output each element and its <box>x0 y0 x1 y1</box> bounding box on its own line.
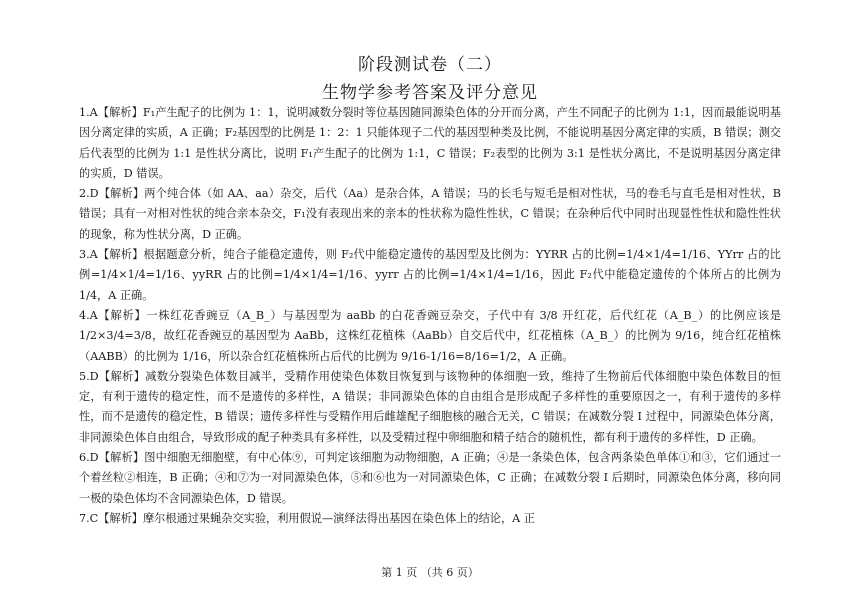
answer-item-2: 2.D【解析】两个纯合体（如 AA、aa）杂交，后代（Aa）是杂合体，A 错误；马的长毛与短毛是相对性状，马的卷毛与直毛是相对性状，B 错误；具有一对相对性状的纯合亲本杂交，F₁没有表现出来的亲本的性状称为隐性性状，C 错误；在杂种后代中同时出现显性性状和隐性性状的现象，称为性状分离，D 正确。 <box>79 187 781 241</box>
answer-item-1: 1.A【解析】F₁产生配子的比例为 1：1，说明减数分裂时等位基因随同源染色体的分开而分离，产生不同配子的比例为 1:1，因而最能说明基因分离定律的实质，A 正确；F₂基因型的比例是 1：2：1 只能体现子二代的基因型种类及比例，不能说明基因分离定律的实质，B 错误；测交后代表型的比例为 1:1 是性状分离比，说明 F₁产生配子的比例为 1:1，C 错误；F₂表型的比例为 3:1 是性状分离比，不是说明基因分离定律的实质，D 错误。 <box>79 106 781 180</box>
page-number: 第 1 页 （共 6 页） <box>381 566 479 579</box>
page-title: 阶段测试卷（二） <box>358 55 502 75</box>
answer-list <box>79 103 781 529</box>
answer-item-7: 7.C【解析】摩尔根通过果蝇杂交实验，利用假说—演绎法得出基因在染色体上的结论，A 正 <box>79 511 535 525</box>
answer-item-5: 5.D【解析】减数分裂染色体数目减半，受精作用使染色体数目恢复到与该物种的体细胞一致，维持了生物前后代体细胞中染色体数目的恒定，有利于遗传的稳定性，而不是遗传的多样性，A 错误；非同源染色体的自由组合是形成配子多样性的重要原因之一，有利于遗传的多样性，而不是遗传的稳定性，B 错误；遗传多样性与受精作用后雌雄配子细胞核的融合无关，C 错误；在减数分裂 I 过程中，同源染色体分离，非同源染色体自由组合，导致形成的配子种类具有多样性，以及受精过程中卵细胞和精子结合的随机性，都有利于遗传的多样性，D 正确。 <box>79 369 781 444</box>
answer-item-3: 3.A【解析】根据题意分析，纯合子能稳定遗传，则 F₂代中能稳定遗传的基因型及比例为：YYRR 占的比例=1/4×1/4=1/16、YYrr 占的比例=1/4×1/4=1/16、yyRR 占的比例=1/4×1/4=1/16、yyrr 占的比例=1/4×1/4=1/16，因此 F₂代中能稳定遗传的个体所占的比例为 1/4，A 正确。 <box>79 248 781 302</box>
page-subtitle: 生物学参考答案及评分意见 <box>322 83 538 103</box>
answer-item-6: 6.D【解析】图中细胞无细胞壁，有中心体⑨，可判定该细胞为动物细胞，A 正确；④是一条染色体，包含两条染色单体①和③，它们通过一个着丝粒②相连，B 正确；④和⑦为一对同源染色体，⑤和⑥也为一对同源染色体，C 正确；在减数分裂 I 后期时，同源染色体分离，移向同一极的染色体均不含同源染色体，D 错误。 <box>79 451 781 505</box>
answer-item-4: 4.A【解析】一株红花香豌豆（A_B_）与基因型为 aaBb 的白花香豌豆杂交，子代中有 3/8 开红花，后代红花（A_B_）的比例应该是 1/2×3/4=3/8，故红花香豌豆的基因型为 AaBb，这株红花植株（AaBb）自交后代中，红花植株（A_B_）的比例为 9/16，纯合红花植株（AABB）的比例为 1/16，所以杂合红花植株所占后代的比例为 9/16-1/16=8/16=1/2，A 正确。 <box>79 308 781 363</box>
